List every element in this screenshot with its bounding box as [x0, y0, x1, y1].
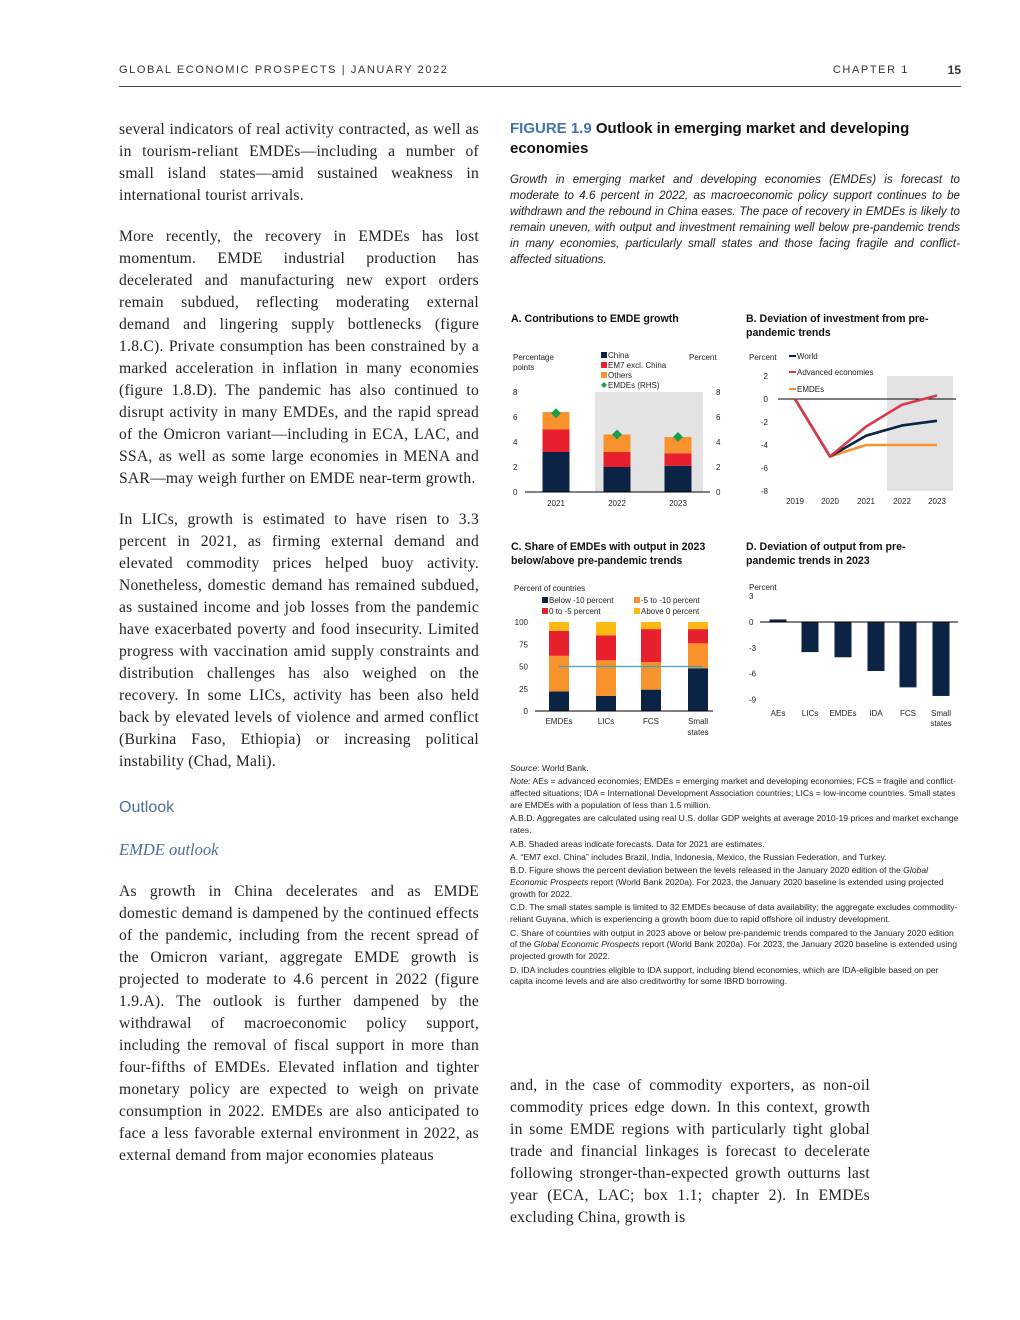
y-tick-right: 0 [716, 488, 721, 497]
page-number: 15 [947, 63, 961, 77]
forecast-shading [887, 376, 953, 491]
y-axis-label: Percent [749, 583, 777, 592]
y-tick: -8 [760, 487, 768, 496]
y-axis-label: Percent of countries [514, 584, 586, 593]
y-axis-label: Percent [749, 353, 777, 362]
legend-china-label: China [608, 351, 629, 360]
x-tick-label: FCS [900, 709, 916, 718]
y-tick: 50 [519, 662, 528, 672]
bar-segment-0-to-5-percent [688, 629, 708, 643]
y-tick: 0 [523, 707, 528, 716]
abbreviation-note: Note: AEs = advanced economies; EMDEs = emerging market and developing economies; FCS = fragile and conflict-affected situations; IDA = International Development Association countries; LICs = low-income countries. Small states are EMDEs with a population of less than 1.5 million. [510, 776, 956, 810]
note-c: C. Share of countries with output in 2023 above or below pre-pandemic trends compared to the January 2020 edition of the Global Economic Prospects report (World Bank 2020a). For 2023, the January 2020 baseline is extended using projected growth for 2022. [510, 927, 957, 962]
legend-5-to-10-label: -5 to -10 percent [641, 596, 700, 605]
bar-segment-0-to-5-percent [596, 635, 616, 660]
y-tick: -6 [749, 669, 757, 679]
x-tick-label: 2022 [608, 499, 626, 508]
bar [900, 622, 917, 687]
y-tick-right: 6 [716, 413, 721, 422]
bar-segment-china [665, 466, 692, 492]
chapter-label: CHAPTER 1 [832, 64, 909, 76]
note-bd: B.D. Figure shows the percent deviation between the levels released in the January 2020 edition of the Global Economic Prospects report (World Bank 2020a). For 2023, the January 2020 baseline is extended using projected growth for 2022. [510, 865, 944, 899]
bar [802, 622, 819, 652]
y-tick: -9 [749, 695, 757, 705]
y-tick-left: 6 [513, 413, 518, 422]
y-tick-left: 0 [513, 488, 518, 497]
chart-c-share-emdes [505, 578, 740, 743]
legend-label: Advanced economies [797, 368, 874, 377]
x-tick-label: Small [687, 717, 709, 726]
y-tick: 0 [749, 618, 754, 627]
paragraph: several indicators of real activity contracted, as well as in tourism-reliant EMDEs—including a number of small island states—amid sustained weakness in international tourist arrivals. [119, 121, 479, 204]
figure-description: Growth in emerging market and developing economies (EMDEs) is forecast to moderate to 4.6 percent in 2022, as macroeconomic policy support continues to be withdrawn and the rebound in China eases. The pace of recovery in EMDEs is likely to remain uneven, with output and investment remaining well below pre-pandemic trends in many economies, particularly small states and those facing fragile and conflict-affected situations. [510, 173, 960, 266]
x-tick-label: LICs [597, 717, 615, 726]
y-tick: 2 [763, 372, 768, 381]
y-axis-label-left: points [513, 363, 535, 372]
legend-label: EMDEs [797, 385, 825, 394]
bar-segment-below-10-percent [641, 690, 661, 711]
legend-0-to-5-swatch [542, 608, 548, 614]
paragraph: and, in the case of commodity exporters, as non-oil commodity prices edge down. In this context, growth in some EMDE regions with particularly tight global trade and financial linkages is forecast to decelerate following stronger-than-expected growth outturns last year (ECA, LAC; box 1.1; chapter 2). In EMDEs excluding China, growth is [510, 1077, 870, 1226]
bar [868, 622, 885, 671]
y-tick: -2 [760, 418, 768, 427]
x-tick-label: Small [930, 709, 952, 718]
chart-b-investment-deviation [740, 345, 965, 515]
figure-title [510, 119, 960, 159]
bar-segment-below-10-percent [549, 691, 569, 711]
x-tick-label: AEs [770, 709, 786, 718]
bar-segment--5-to-10-percent [549, 656, 569, 692]
subsection-heading: EMDE outlook [119, 840, 219, 859]
y-tick: -3 [749, 643, 757, 653]
x-tick-label: EMDEs [545, 717, 573, 726]
chart-a-contributions [505, 345, 740, 515]
note-abd: A.B.D. Aggregates are calculated using real U.S. dollar GDP weights at average 2010-19 prices and market exchange rates. [510, 813, 959, 836]
x-tick-label: 2019 [786, 497, 804, 506]
y-tick-left: 2 [513, 463, 518, 472]
legend-0-to-5-label: 0 to -5 percent [549, 607, 601, 616]
legend-above-0-label: Above 0 percent [641, 607, 700, 616]
bar-segment-above-0-percent [688, 622, 708, 629]
paragraph: More recently, the recovery in EMDEs has lost momentum. EMDE industrial production has decelerated and manufacturing new export orders remain subdued, reflecting moderating external demand and lingering supply bottlenecks (figure 1.8.C). Private consumption has been constrained by a marked acceleration in inflation in many economies (figure 1.8.D). The pandemic has also continued to disrupt activity in many EMDEs, and the rapid spread of the Omicron variant—including in ECA, LAC, and SSA, as well as some large economies in MENA and SAR—may weigh further on EMDE near-term growth. [119, 228, 479, 487]
bar-segment-below-10-percent [688, 668, 708, 711]
y-tick: 25 [519, 684, 528, 694]
bar-segment-above-0-percent [641, 622, 661, 629]
legend-emdes-label: EMDEs (RHS) [608, 381, 660, 390]
legend-china-swatch [601, 352, 607, 358]
figure-notes [510, 763, 962, 990]
bar-segment-china [543, 452, 570, 492]
x-tick-label: 2020 [821, 497, 839, 506]
x-tick-label: states [687, 728, 709, 737]
x-tick-label: 2021 [547, 499, 565, 508]
running-header [119, 64, 961, 80]
bar-segment-em7-excl-china [665, 453, 692, 466]
bar-segment-above-0-percent [596, 622, 616, 635]
bar-segment--5-to-10-percent [688, 643, 708, 668]
bar [835, 622, 852, 657]
header-divider [119, 86, 961, 87]
right-column [510, 1075, 870, 1229]
legend-others-label: Others [608, 371, 633, 380]
y-tick: -6 [760, 464, 768, 473]
figure-number: FIGURE 1.9 [510, 120, 592, 137]
x-tick-label: FCS [643, 717, 659, 726]
legend-label: World [797, 352, 818, 361]
y-tick-left: 8 [513, 388, 518, 397]
figure-heading: Outlook in emerging market and developing economies [510, 120, 910, 157]
x-tick-label: 2021 [857, 497, 875, 506]
x-tick-label: LICs [801, 709, 819, 718]
bar-segment-above-0-percent [549, 622, 569, 631]
bar-segment-0-to-5-percent [549, 631, 569, 656]
y-axis-label-left: Percentage [513, 353, 554, 362]
legend-5-to-10-swatch [634, 597, 640, 603]
x-tick-label: 2023 [669, 499, 687, 508]
y-tick-right: 8 [716, 388, 721, 397]
panel-d-title: D. Deviation of output from pre-pandemic trends in 2023 [746, 541, 906, 567]
y-tick-left: 4 [513, 438, 518, 447]
bar [933, 622, 950, 696]
legend-em7-swatch [601, 362, 607, 368]
y-axis-label-right: Percent [689, 353, 717, 362]
y-tick: 100 [514, 618, 528, 627]
publication-title: GLOBAL ECONOMIC PROSPECTS | JANUARY 2022 [119, 64, 449, 76]
x-tick-label: 2022 [893, 497, 911, 506]
paragraph: In LICs, growth is estimated to have risen to 3.3 percent in 2021, as firming external demand and elevated commodity prices helped buoy activity. Nonetheless, domestic demand has remained subdued, as sustained income and job losses from the pandemic have exacerbated poverty and food insecurity. Limited progress with vaccination amid supply constraints and distribution challenges has also weighed on the recovery. In some LICs, activity has been also held back by elevated levels of violence and armed conflict (Burkina Faso, Ethiopia) or increasing political instability (Chad, Mali). [119, 511, 479, 770]
legend-below-10-label: Below -10 percent [549, 596, 614, 605]
legend-others-swatch [601, 372, 607, 378]
y-tick: 75 [519, 640, 528, 650]
panel-b-title: B. Deviation of investment from pre-pandemic trends [746, 313, 929, 339]
bar-segment-0-to-5-percent [641, 629, 661, 662]
note-a: A. “EM7 excl. China” includes Brazil, India, Indonesia, Mexico, the Russian Federation, and Turkey. [510, 851, 887, 862]
legend-em7-label: EM7 excl. China [608, 361, 667, 370]
legend-emdes-swatch [601, 382, 607, 388]
section-heading: Outlook [119, 799, 175, 816]
y-tick: 3 [749, 592, 754, 602]
x-tick-label: IDA [869, 709, 883, 718]
y-tick-right: 2 [716, 463, 721, 472]
y-tick-right: 4 [716, 438, 721, 447]
left-column [119, 119, 479, 1167]
figure-1-9 [510, 119, 960, 268]
note-cd: C.D. The small states sample is limited to 32 EMDEs because of data availability; the aggregate excludes commodity-reliant Guyana, which is experiencing a growth boom due to rapid offshore oil industry development. [510, 902, 958, 925]
bar-segment-em7-excl-china [604, 452, 631, 467]
x-tick-label: 2023 [928, 497, 946, 506]
y-tick: -4 [760, 441, 768, 450]
panel-c-title: C. Share of EMDEs with output in 2023 below/above pre-pandemic trends [511, 541, 706, 567]
source-note: Source: World Bank. [510, 763, 589, 773]
note-ab: A.B. Shaded areas indicate forecasts. Data for 2021 are estimates. [510, 838, 765, 849]
note-d: D. IDA includes countries eligible to IDA support, including blend economies, which are IDA-eligible based on per capita income levels and are also creditworthy for some IBRD borrowing. [510, 964, 939, 987]
y-tick: 0 [763, 395, 768, 404]
chart-d-output-deviation [740, 578, 965, 743]
panel-a-title: A. Contributions to EMDE growth [511, 313, 679, 325]
paragraph: As growth in China decelerates and as EMDE domestic demand is dampened by the continued effects of the pandemic, including from the recent spread of the Omicron variant, aggregate EMDE growth is projected to moderate to 4.6 percent in 2022 (figure 1.9.A). The outlook is further dampened by the withdrawal of macroeconomic policy support, including the removal of fiscal support in more than four-fifths of EMDEs. Elevated inflation and tighter monetary policy are expected to weigh on private consumption in 2022. EMDEs are also anticipated to face a less favorable external environment in 2022, as external demand from major economies plateaus [119, 883, 479, 1164]
bar-segment--5-to-10-percent [596, 660, 616, 696]
bar-segment-em7-excl-china [543, 430, 570, 453]
bar-segment-below-10-percent [596, 696, 616, 711]
legend-below-10-swatch [542, 597, 548, 603]
x-tick-label: states [930, 719, 952, 728]
legend-above-0-swatch [634, 608, 640, 614]
x-tick-label: EMDEs [829, 709, 857, 718]
bar-segment-china [604, 467, 631, 492]
